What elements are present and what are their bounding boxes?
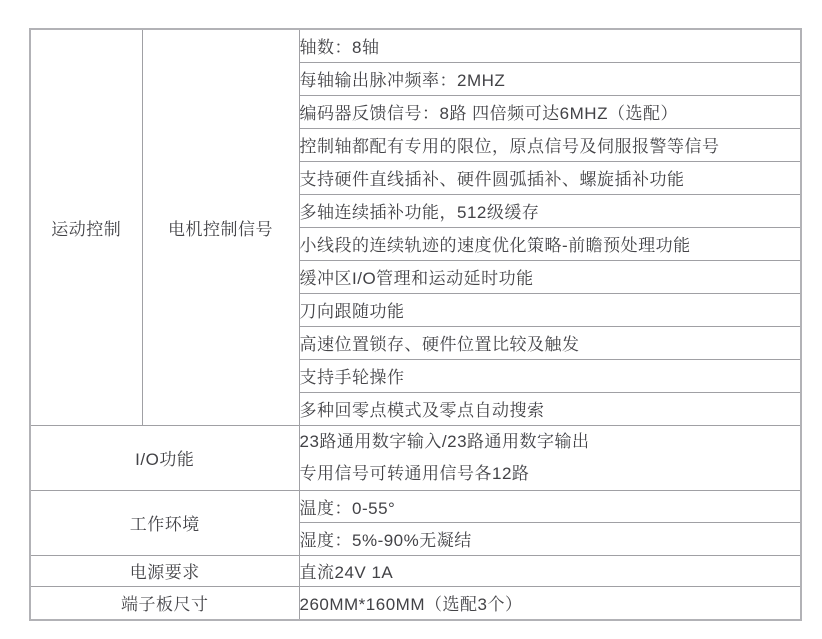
spec-value-temperature: 温度：0-55°: [299, 490, 801, 522]
category-cell-power-requirement: 电源要求: [30, 555, 299, 586]
io-line-dedicated: 专用信号可转通用信号各12路: [299, 463, 530, 483]
spec-value-continuous-interpolation: 多轴连续插补功能，512级缓存: [299, 194, 801, 227]
table-row: [30, 586, 801, 620]
spec-value-interpolation: 支持硬件直线插补、硬件圆弧插补、螺旋插补功能: [299, 161, 801, 194]
spec-value-lookahead: 小线段的连续轨迹的速度优化策略-前瞻预处理功能: [299, 227, 801, 260]
spec-value-power: 直流24V 1A: [299, 555, 801, 586]
spec-value-handwheel: 支持手轮操作: [299, 359, 801, 392]
table-row: [30, 29, 801, 62]
spec-value-tool-follow: 刀向跟随功能: [299, 293, 801, 326]
spec-value-encoder-feedback: 编码器反馈信号：8路 四倍频可达6MHZ（选配）: [299, 95, 801, 128]
spec-table-container: [29, 28, 802, 621]
spec-value-buffer-io: 缓冲区I/O管理和运动延时功能: [299, 260, 801, 293]
spec-value-io: [299, 425, 801, 490]
spec-value-limit-signals: 控制轴都配有专用的限位，原点信号及伺服报警等信号: [299, 128, 801, 161]
table-row: [30, 490, 801, 522]
spec-value-homing: 多种回零点模式及零点自动搜索: [299, 392, 801, 425]
io-line-digital: 23路通用数字输入/23路通用数字输出: [299, 431, 590, 451]
spec-value-board-size: 260MM*160MM（选配3个）: [299, 586, 801, 620]
table-row: [30, 425, 801, 490]
subcategory-cell-motor-control-signal: 电机控制信号: [142, 29, 299, 425]
spec-value-humidity: 湿度：5%-90%无凝结: [299, 522, 801, 555]
spec-value-pulse-frequency: 每轴输出脉冲频率：2MHZ: [299, 62, 801, 95]
table-row: [30, 555, 801, 586]
category-cell-io-function: I/O功能: [30, 425, 299, 490]
category-cell-working-environment: 工作环境: [30, 490, 299, 555]
spec-value-axes: 轴数：8轴: [299, 29, 801, 62]
spec-value-position-latch: 高速位置锁存、硬件位置比较及触发: [299, 326, 801, 359]
spec-table: [29, 28, 802, 621]
category-cell-terminal-board-size: 端子板尺寸: [30, 586, 299, 620]
category-cell-motion-control: 运动控制: [30, 29, 142, 425]
